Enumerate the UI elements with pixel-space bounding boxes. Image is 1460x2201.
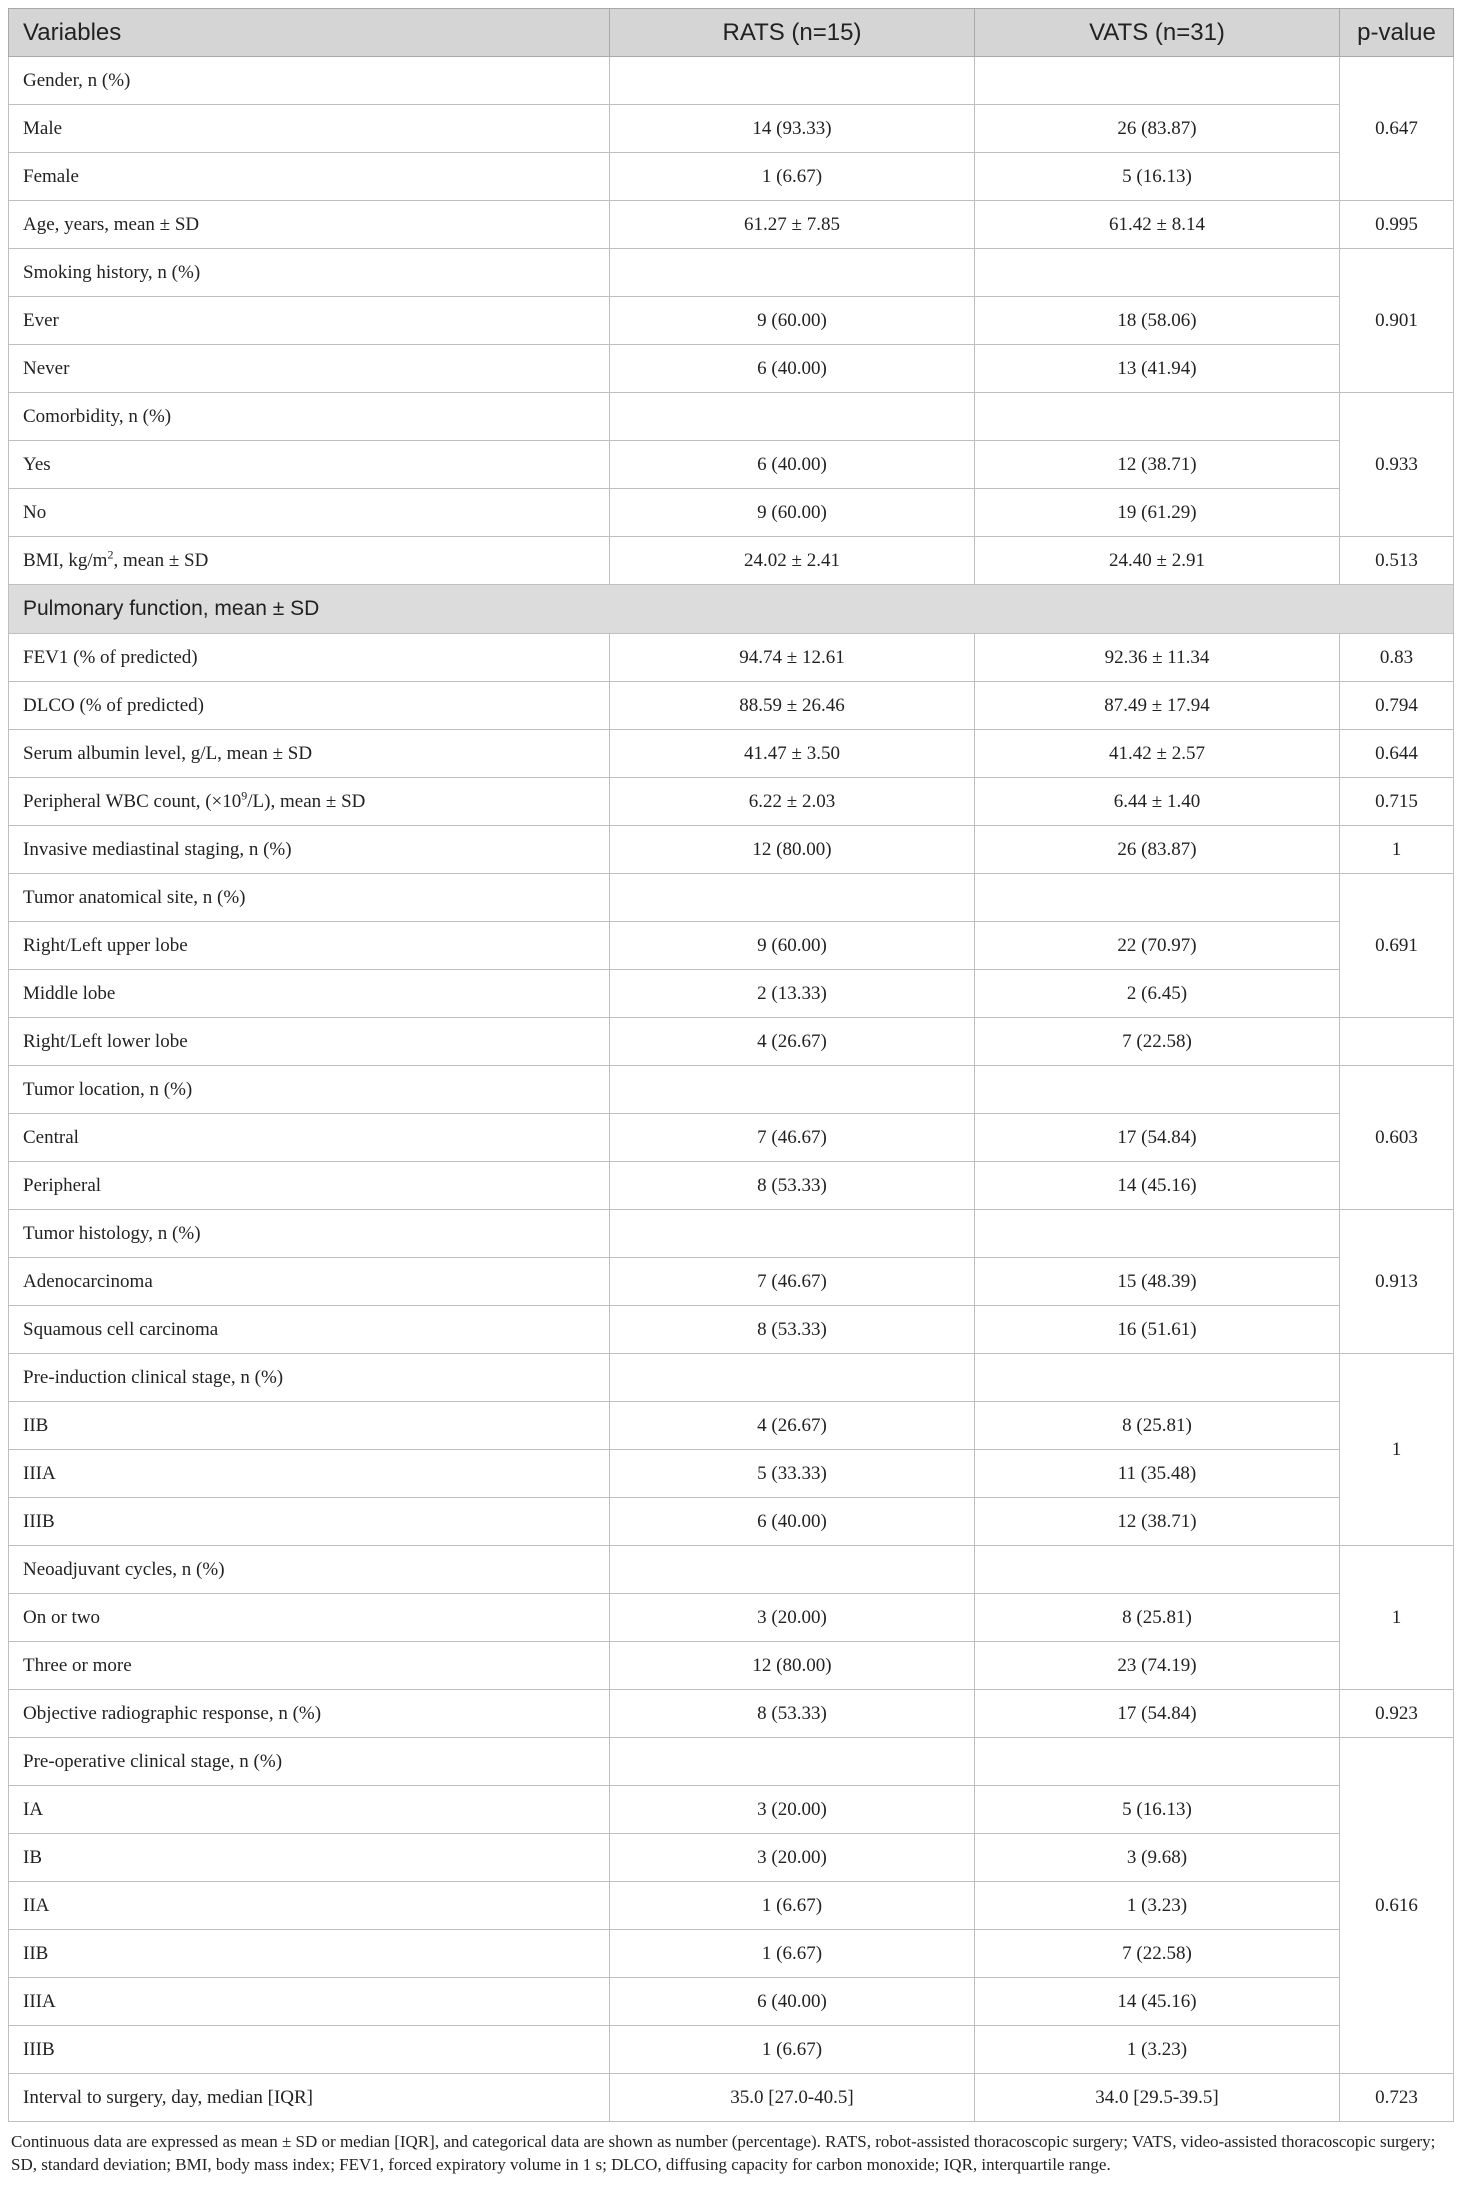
table-row: [9, 1402, 1454, 1450]
rats-cell: 12 (80.00): [610, 826, 975, 874]
row-label: IA: [9, 1786, 610, 1834]
rats-cell: 24.02 ± 2.41: [610, 537, 975, 585]
table-row: [9, 105, 1454, 153]
rats-cell: 6 (40.00): [610, 345, 975, 393]
rats-cell: 1 (6.67): [610, 2026, 975, 2074]
table-row: [9, 634, 1454, 682]
row-label: IIA: [9, 1882, 610, 1930]
vats-cell: 14 (45.16): [975, 1162, 1340, 1210]
table-row: [9, 1594, 1454, 1642]
rats-cell: 41.47 ± 3.50: [610, 730, 975, 778]
row-label: Tumor histology, n (%): [9, 1210, 610, 1258]
table-row: [9, 1306, 1454, 1354]
vats-cell: [975, 1738, 1340, 1786]
table-row: [9, 441, 1454, 489]
row-label: Peripheral: [9, 1162, 610, 1210]
header-variables: Variables: [9, 9, 610, 57]
header-rats: RATS (n=15): [610, 9, 975, 57]
rats-cell: [610, 1738, 975, 1786]
pvalue-cell: 0.691: [1340, 874, 1454, 1018]
pvalue-cell: 0.901: [1340, 249, 1454, 393]
pvalue-cell: 1: [1340, 826, 1454, 874]
table-row: [9, 1162, 1454, 1210]
pvalue-cell: 0.794: [1340, 682, 1454, 730]
header-pvalue: p-value: [1340, 9, 1454, 57]
vats-cell: [975, 1354, 1340, 1402]
table-row: [9, 2026, 1454, 2074]
vats-cell: [975, 393, 1340, 441]
row-label: Adenocarcinoma: [9, 1258, 610, 1306]
table-row: [9, 1066, 1454, 1114]
table-row: [9, 1930, 1454, 1978]
pvalue-cell: 0.995: [1340, 201, 1454, 249]
table-row: [9, 153, 1454, 201]
table-row: [9, 1114, 1454, 1162]
rats-cell: [610, 1354, 975, 1402]
table-row: [9, 682, 1454, 730]
table-row: [9, 297, 1454, 345]
vats-cell: 1 (3.23): [975, 1882, 1340, 1930]
row-label: FEV1 (% of predicted): [9, 634, 610, 682]
section-row: [9, 585, 1454, 634]
rats-cell: 3 (20.00): [610, 1786, 975, 1834]
vats-cell: 18 (58.06): [975, 297, 1340, 345]
row-label: IIB: [9, 1402, 610, 1450]
pvalue-cell: 0.644: [1340, 730, 1454, 778]
rats-cell: 61.27 ± 7.85: [610, 201, 975, 249]
table-row: [9, 201, 1454, 249]
wbc-label-sup: 9: [241, 788, 248, 803]
vats-cell: 17 (54.84): [975, 1114, 1340, 1162]
vats-cell: [975, 1210, 1340, 1258]
row-label: IIIA: [9, 1978, 610, 2026]
vats-cell: [975, 249, 1340, 297]
row-label: Yes: [9, 441, 610, 489]
table-row: [9, 1498, 1454, 1546]
vats-cell: 92.36 ± 11.34: [975, 634, 1340, 682]
row-label: On or two: [9, 1594, 610, 1642]
vats-cell: [975, 1066, 1340, 1114]
row-label: Right/Left upper lobe: [9, 922, 610, 970]
pvalue-cell: 0.616: [1340, 1738, 1454, 2074]
row-label: DLCO (% of predicted): [9, 682, 610, 730]
table-row: [9, 393, 1454, 441]
row-label: Interval to surgery, day, median [IQR]: [9, 2074, 610, 2122]
rats-cell: [610, 393, 975, 441]
vats-cell: 12 (38.71): [975, 441, 1340, 489]
vats-cell: 26 (83.87): [975, 105, 1340, 153]
row-label: Invasive mediastinal staging, n (%): [9, 826, 610, 874]
table-row: [9, 1738, 1454, 1786]
vats-cell: 61.42 ± 8.14: [975, 201, 1340, 249]
row-label: [9, 778, 610, 826]
pvalue-cell: [1340, 1018, 1454, 1066]
pvalue-cell: 0.83: [1340, 634, 1454, 682]
vats-cell: 8 (25.81): [975, 1594, 1340, 1642]
wbc-label-prefix: Peripheral WBC count, (×10: [23, 790, 242, 812]
rats-cell: 7 (46.67): [610, 1258, 975, 1306]
rats-cell: 5 (33.33): [610, 1450, 975, 1498]
vats-cell: 15 (48.39): [975, 1258, 1340, 1306]
pvalue-cell: 0.933: [1340, 393, 1454, 537]
rats-cell: [610, 1210, 975, 1258]
vats-cell: [975, 1546, 1340, 1594]
table-row: [9, 1642, 1454, 1690]
table-container: [8, 8, 1453, 2176]
rats-cell: 9 (60.00): [610, 922, 975, 970]
table-row: [9, 2074, 1454, 2122]
rats-cell: 8 (53.33): [610, 1162, 975, 1210]
vats-cell: 3 (9.68): [975, 1834, 1340, 1882]
table-row: [9, 1210, 1454, 1258]
table-row: [9, 345, 1454, 393]
table-row: [9, 57, 1454, 105]
rats-cell: 88.59 ± 26.46: [610, 682, 975, 730]
row-label: Squamous cell carcinoma: [9, 1306, 610, 1354]
table-row: [9, 1834, 1454, 1882]
rats-cell: 8 (53.33): [610, 1306, 975, 1354]
table-row: [9, 1546, 1454, 1594]
row-label: Objective radiographic response, n (%): [9, 1690, 610, 1738]
vats-cell: 1 (3.23): [975, 2026, 1340, 2074]
table-row: [9, 778, 1454, 826]
row-label: Never: [9, 345, 610, 393]
table-row: [9, 970, 1454, 1018]
vats-cell: 5 (16.13): [975, 1786, 1340, 1834]
table-row: [9, 1882, 1454, 1930]
rats-cell: [610, 249, 975, 297]
baseline-characteristics-table: [8, 8, 1454, 2122]
pvalue-cell: 0.513: [1340, 537, 1454, 585]
row-label: Tumor location, n (%): [9, 1066, 610, 1114]
rats-cell: 14 (93.33): [610, 105, 975, 153]
bmi-label-prefix: BMI, kg/m: [23, 549, 108, 571]
rats-cell: [610, 1546, 975, 1594]
row-label: Neoadjuvant cycles, n (%): [9, 1546, 610, 1594]
table-row: [9, 1978, 1454, 2026]
row-label: Three or more: [9, 1642, 610, 1690]
table-row: [9, 1018, 1454, 1066]
pvalue-cell: 1: [1340, 1354, 1454, 1546]
bmi-label-sup: 2: [107, 547, 114, 562]
vats-cell: [975, 874, 1340, 922]
row-label: Central: [9, 1114, 610, 1162]
row-label: Comorbidity, n (%): [9, 393, 610, 441]
table-row: [9, 1450, 1454, 1498]
vats-cell: 26 (83.87): [975, 826, 1340, 874]
section-label: Pulmonary function, mean ± SD: [9, 585, 1454, 634]
vats-cell: 22 (70.97): [975, 922, 1340, 970]
pvalue-cell: 0.603: [1340, 1066, 1454, 1210]
row-label: Right/Left lower lobe: [9, 1018, 610, 1066]
row-label: Pre-induction clinical stage, n (%): [9, 1354, 610, 1402]
vats-cell: 87.49 ± 17.94: [975, 682, 1340, 730]
wbc-label-suffix: /L), mean ± SD: [247, 790, 366, 812]
pvalue-cell: 0.715: [1340, 778, 1454, 826]
pvalue-cell: 0.913: [1340, 1210, 1454, 1354]
rats-cell: 12 (80.00): [610, 1642, 975, 1690]
rats-cell: 1 (6.67): [610, 1882, 975, 1930]
row-label: IIB: [9, 1930, 610, 1978]
pvalue-cell: 0.647: [1340, 57, 1454, 201]
table-row: [9, 1690, 1454, 1738]
row-label: No: [9, 489, 610, 537]
rats-cell: 1 (6.67): [610, 153, 975, 201]
vats-cell: 14 (45.16): [975, 1978, 1340, 2026]
row-label: Pre-operative clinical stage, n (%): [9, 1738, 610, 1786]
table-row: [9, 249, 1454, 297]
pvalue-cell: 0.723: [1340, 2074, 1454, 2122]
row-label: IIIB: [9, 2026, 610, 2074]
vats-cell: 16 (51.61): [975, 1306, 1340, 1354]
rats-cell: [610, 57, 975, 105]
rats-cell: 6.22 ± 2.03: [610, 778, 975, 826]
rats-cell: 6 (40.00): [610, 441, 975, 489]
rats-cell: 94.74 ± 12.61: [610, 634, 975, 682]
vats-cell: 12 (38.71): [975, 1498, 1340, 1546]
vats-cell: 24.40 ± 2.91: [975, 537, 1340, 585]
vats-cell: 6.44 ± 1.40: [975, 778, 1340, 826]
vats-cell: 13 (41.94): [975, 345, 1340, 393]
rats-cell: 2 (13.33): [610, 970, 975, 1018]
row-label: Middle lobe: [9, 970, 610, 1018]
rats-cell: 4 (26.67): [610, 1402, 975, 1450]
row-label: Gender, n (%): [9, 57, 610, 105]
rats-cell: 3 (20.00): [610, 1834, 975, 1882]
table-row: [9, 730, 1454, 778]
table-row: [9, 1786, 1454, 1834]
row-label: IB: [9, 1834, 610, 1882]
vats-cell: 19 (61.29): [975, 489, 1340, 537]
pvalue-cell: 0.923: [1340, 1690, 1454, 1738]
row-label: Age, years, mean ± SD: [9, 201, 610, 249]
rats-cell: 6 (40.00): [610, 1978, 975, 2026]
row-label: Female: [9, 153, 610, 201]
rats-cell: 1 (6.67): [610, 1930, 975, 1978]
header-row: [9, 9, 1454, 57]
table-row: [9, 874, 1454, 922]
rats-cell: 35.0 [27.0-40.5]: [610, 2074, 975, 2122]
rats-cell: [610, 874, 975, 922]
row-label: Male: [9, 105, 610, 153]
table-row: [9, 1258, 1454, 1306]
row-label: Serum albumin level, g/L, mean ± SD: [9, 730, 610, 778]
vats-cell: 7 (22.58): [975, 1018, 1340, 1066]
rats-cell: 7 (46.67): [610, 1114, 975, 1162]
rats-cell: 4 (26.67): [610, 1018, 975, 1066]
row-label: Smoking history, n (%): [9, 249, 610, 297]
row-label: Tumor anatomical site, n (%): [9, 874, 610, 922]
rats-cell: 9 (60.00): [610, 297, 975, 345]
rats-cell: 8 (53.33): [610, 1690, 975, 1738]
vats-cell: 41.42 ± 2.57: [975, 730, 1340, 778]
table-footnote: Continuous data are expressed as mean ± SD or median [IQR], and categorical data are shown as number (percentage). RATS, robot-assisted thoracoscopic surgery; VATS, video-assisted thoracoscopic surgery; SD, standard deviation; BMI, body mass index; FEV1, forced expiratory volume in 1 s; DLCO, diffusing capacity for carbon monoxide; IQR, interquartile range.: [11, 2132, 1436, 2174]
row-label: Ever: [9, 297, 610, 345]
vats-cell: 8 (25.81): [975, 1402, 1340, 1450]
header-vats: VATS (n=31): [975, 9, 1340, 57]
vats-cell: 23 (74.19): [975, 1642, 1340, 1690]
rats-cell: 9 (60.00): [610, 489, 975, 537]
rats-cell: [610, 1066, 975, 1114]
vats-cell: 2 (6.45): [975, 970, 1340, 1018]
rats-cell: 6 (40.00): [610, 1498, 975, 1546]
pvalue-cell: 1: [1340, 1546, 1454, 1690]
bmi-label-suffix: , mean ± SD: [113, 549, 209, 571]
table-row: [9, 489, 1454, 537]
vats-cell: 5 (16.13): [975, 153, 1340, 201]
table-row: [9, 1354, 1454, 1402]
vats-cell: 17 (54.84): [975, 1690, 1340, 1738]
vats-cell: 7 (22.58): [975, 1930, 1340, 1978]
table-row: [9, 922, 1454, 970]
vats-cell: 34.0 [29.5-39.5]: [975, 2074, 1340, 2122]
row-label: IIIB: [9, 1498, 610, 1546]
vats-cell: [975, 57, 1340, 105]
table-row: [9, 826, 1454, 874]
row-label: [9, 537, 610, 585]
table-row: [9, 537, 1454, 585]
vats-cell: 11 (35.48): [975, 1450, 1340, 1498]
row-label: IIIA: [9, 1450, 610, 1498]
rats-cell: 3 (20.00): [610, 1594, 975, 1642]
